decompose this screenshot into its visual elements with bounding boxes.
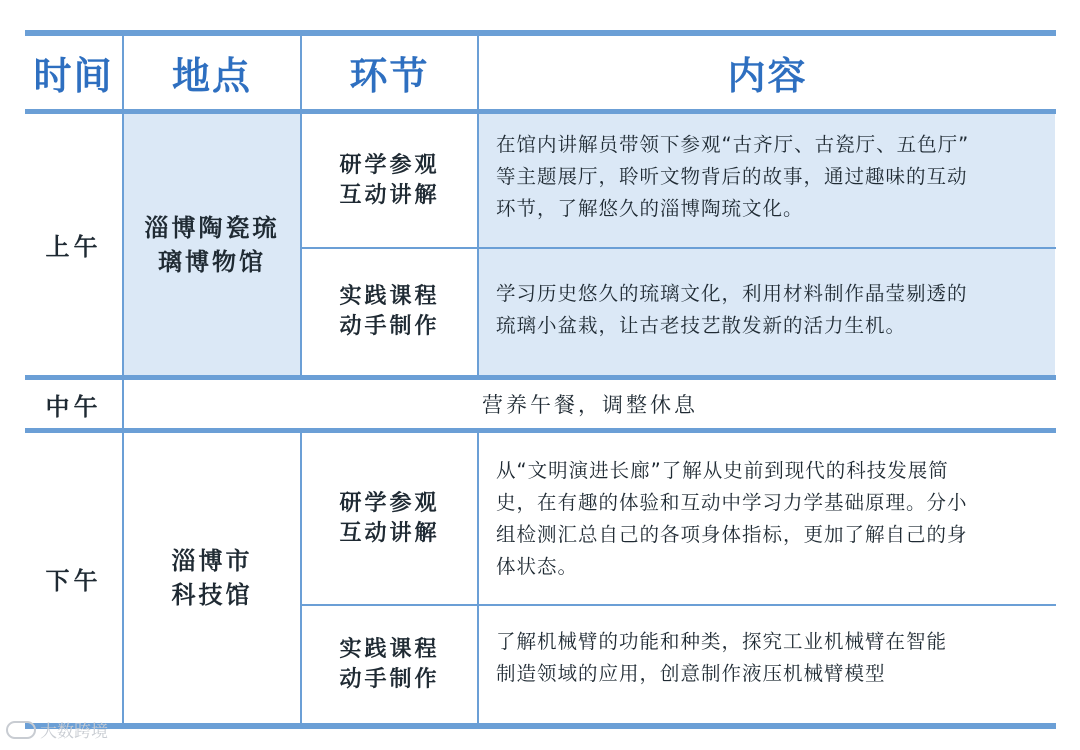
content-line: 在馆内讲解员带领下参观“古齐厅、古瓷厅、五色厅” (496, 133, 970, 156)
afternoon-stage-1-line1: 研学参观 (339, 490, 440, 516)
watermark (6, 717, 108, 742)
afternoon-stage-2-line1: 实践课程 (339, 636, 440, 662)
morning-time: 上午 (45, 233, 102, 261)
col-divider-3-bottom (477, 432, 479, 724)
afternoon-content-2 (496, 626, 947, 690)
afternoon-time: 下午 (45, 566, 102, 595)
noon-text: 营养午餐，调整休息 (482, 393, 698, 417)
morning-stage-1 (302, 114, 477, 247)
content-line: 了解机械臂的功能和种类，探究工业机械臂在智能 (496, 630, 948, 653)
header-time: 时间 (33, 54, 114, 98)
content-line: 从“文明演进长廊”了解从史前到现代的科技发展简 (496, 459, 949, 482)
noon-time: 中午 (45, 392, 102, 421)
afternoon-stage-1 (302, 433, 477, 604)
afternoon-content-1 (496, 455, 968, 583)
header-stage: 环节 (349, 54, 430, 98)
morning-stage-2 (302, 249, 477, 375)
afternoon-place-line1: 淄博市 (171, 547, 253, 575)
morning-stage-1-line1: 研学参观 (339, 152, 440, 178)
morning-stage-2-line2: 动手制作 (339, 314, 440, 339)
morning-place (124, 114, 300, 375)
morning-stage-1-line2: 互动讲解 (339, 182, 440, 208)
content-line: 学习历史悠久的琉璃文化，利用材料制作晶莹剔透的 (496, 282, 968, 305)
content-line: 等主题展厅，聆听文物背后的故事，通过趣味的互动 (496, 165, 968, 188)
header-content: 内容 (727, 54, 808, 98)
afternoon-stage-2-line2: 动手制作 (339, 666, 440, 692)
morning-stage-2-line1: 实践课程 (339, 284, 440, 309)
morning-place-line1: 淄博陶瓷琉 (144, 213, 280, 242)
watermark-logo-icon (6, 721, 36, 739)
content-line: 体状态。 (496, 555, 579, 578)
afternoon-stage-1-line2: 互动讲解 (339, 520, 440, 546)
bottom-rule (25, 723, 1056, 729)
content-line: 史，在有趣的体验和互动中学习力学基础原理。分小 (496, 491, 968, 514)
afternoon-stage-2 (302, 606, 477, 723)
content-line: 制造领域的应用，创意制作液压机械臂模型 (496, 662, 886, 685)
morning-place-line2: 璃博物馆 (158, 247, 266, 276)
afternoon-place-line2: 科技馆 (171, 581, 253, 609)
content-line: 环节，了解悠久的淄博陶琉文化。 (496, 197, 804, 220)
content-line: 琉璃小盆栽，让古老技艺散发新的活力生机。 (496, 314, 907, 337)
content-line: 组检测汇总自己的各项身体指标，更加了解自己的身 (496, 523, 968, 546)
morning-content-1 (496, 129, 969, 225)
afternoon-place (124, 433, 300, 723)
header-place: 地点 (171, 54, 252, 98)
morning-content-2 (496, 278, 968, 342)
watermark-text: 大数跨境 (40, 722, 108, 742)
